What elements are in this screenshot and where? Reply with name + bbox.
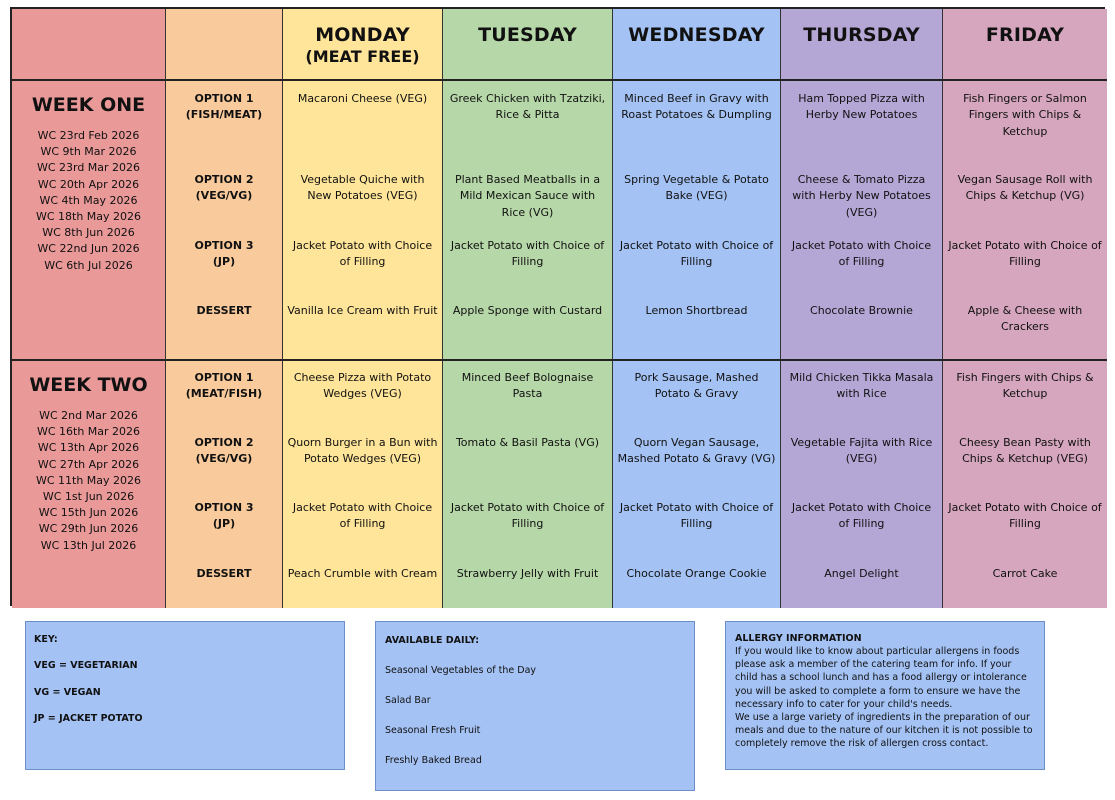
option-label: OPTION 3 (JP)	[194, 239, 254, 269]
daily-item: Seasonal Fresh Fruit	[385, 725, 481, 736]
meal-item: Chocolate Orange Cookie	[626, 567, 767, 580]
week-two-monday	[283, 361, 443, 608]
meal-item: Vanilla Ice Cream with Fruit	[287, 304, 438, 317]
meal-item: Quorn Burger in a Bun with Potato Wedges (VEG)	[287, 436, 438, 466]
week-one-dates	[12, 128, 165, 274]
week-two-wednesday	[613, 361, 781, 608]
week-one-title: WEEK ONE	[31, 94, 146, 116]
week-one-cell	[12, 81, 166, 361]
meal-item: Apple Sponge with Custard	[452, 304, 603, 317]
day-name: TUESDAY	[478, 24, 577, 46]
meal-item: Cheesy Bean Pasty with Chips & Ketchup (VEG)	[959, 436, 1091, 466]
daily-item: Salad Bar	[385, 695, 431, 706]
header-corner-option	[166, 9, 283, 81]
week-date: WC 2nd Mar 2026	[39, 409, 138, 422]
week-two-friday	[943, 361, 1107, 608]
meal-item: Fish Fingers with Chips & Ketchup	[956, 371, 1094, 401]
meal-item: Tomato & Basil Pasta (VG)	[455, 436, 600, 449]
week-date: WC 22nd Jun 2026	[37, 242, 140, 256]
key-title: KEY:	[34, 634, 58, 645]
week-date: WC 13th Apr 2026	[37, 441, 140, 455]
week-date: WC 13th Jul 2026	[40, 538, 137, 552]
meal-item: Jacket Potato with Choice of Filling	[450, 239, 605, 269]
meal-item: Minced Beef Bolognaise Pasta	[461, 371, 594, 401]
week-date: WC 9th Mar 2026	[40, 145, 137, 159]
meal-item: Mild Chicken Tikka Masala with Rice	[789, 371, 934, 401]
meal-item: Minced Beef in Gravy with Roast Potatoes & Dumpling	[621, 92, 772, 122]
header-corner-week	[12, 9, 166, 81]
daily-item: Seasonal Vegetables of the Day	[385, 665, 537, 676]
week-date: WC 18th May 2026	[35, 210, 142, 224]
week-two-cell	[12, 361, 166, 608]
available-daily-panel	[375, 621, 695, 791]
meal-item: Macaroni Cheese (VEG)	[297, 92, 428, 105]
meal-item: Pork Sausage, Mashed Potato & Gravy	[634, 371, 759, 401]
available-daily-title: AVAILABLE DAILY:	[385, 635, 479, 646]
meal-item: Jacket Potato with Choice of Filling	[292, 501, 433, 531]
day-header-monday	[283, 9, 443, 81]
option-label: OPTION 1 (FISH/MEAT)	[185, 92, 263, 122]
week-two-title: WEEK TWO	[29, 374, 148, 396]
meal-item: Strawberry Jelly with Fruit	[456, 567, 599, 580]
week-two-thursday	[781, 361, 943, 608]
menu-table	[10, 7, 1105, 606]
key-item: VG = VEGAN	[34, 686, 101, 698]
allergy-paragraph-2: We use a large variety of ingredients in the preparation of our meals and due to the nature of our kitchen it is not possible to completely remove the risk of allergen cross contact.	[735, 712, 1033, 750]
option-label: OPTION 1 (MEAT/FISH)	[185, 371, 263, 401]
option-label: OPTION 2 (VEG/VG)	[194, 436, 254, 466]
day-name: MONDAY	[315, 24, 410, 46]
day-name: WEDNESDAY	[628, 24, 765, 46]
meal-item: Jacket Potato with Choice of Filling	[948, 239, 1102, 269]
meal-item: Vegetable Quiche with New Potatoes (VEG)	[300, 173, 425, 203]
week-date: WC 8th Jun 2026	[42, 226, 135, 240]
meal-item: Peach Crumble with Cream	[287, 567, 438, 580]
meal-item: Jacket Potato with Choice of Filling	[948, 501, 1102, 531]
meal-item: Ham Topped Pizza with Herby New Potatoes	[798, 92, 925, 122]
option-label: DESSERT	[196, 567, 252, 580]
week-date: WC 20th Apr 2026	[37, 177, 140, 191]
key-item: JP = JACKET POTATO	[34, 713, 143, 724]
week-one-monday	[283, 81, 443, 361]
allergy-panel	[725, 621, 1045, 770]
daily-item: Freshly Baked Bread	[385, 755, 482, 766]
week-date: WC 4th May 2026	[39, 193, 138, 207]
meal-item: Spring Vegetable & Potato Bake (VEG)	[624, 173, 769, 203]
week-date: WC 16th Mar 2026	[36, 425, 141, 439]
day-header-wednesday	[613, 9, 781, 81]
meal-item: Carrot Cake	[992, 567, 1058, 580]
day-header-thursday	[781, 9, 943, 81]
meal-item: Lemon Shortbread	[645, 304, 748, 317]
option-label: OPTION 3 (JP)	[194, 501, 254, 531]
day-name: FRIDAY	[985, 24, 1065, 46]
meal-item: Jacket Potato with Choice of Filling	[791, 501, 932, 531]
meal-item: Jacket Potato with Choice of Filling	[619, 501, 774, 531]
week-two-tuesday	[443, 361, 613, 608]
week-one-tuesday	[443, 81, 613, 361]
meal-item: Vegan Sausage Roll with Chips & Ketchup (VG)	[957, 173, 1093, 203]
key-item: VEG = VEGETARIAN	[34, 660, 138, 671]
allergy-paragraph-1: If you would like to know about particular allergens in foods please ask a member of the catering team for info. If your child has a school lunch and has a food allergy or intolerance you will be asked to complete a form to ensure we have the necessary info to cater for your child's needs.	[735, 646, 1027, 710]
meal-item: Fish Fingers or Salmon Fingers with Chips & Ketchup	[963, 92, 1087, 138]
meal-item: Cheese & Tomato Pizza with Herby New Potatoes (VEG)	[792, 173, 931, 219]
week-date: WC 15th Jun 2026	[38, 506, 139, 520]
meal-item: Jacket Potato with Choice of Filling	[292, 239, 433, 269]
meal-item: Jacket Potato with Choice of Filling	[791, 239, 932, 269]
allergy-title: ALLERGY INFORMATION	[735, 633, 862, 644]
day-header-friday	[943, 9, 1107, 81]
meal-item: Vegetable Fajita with Rice (VEG)	[790, 436, 933, 466]
week-one-friday	[943, 81, 1107, 361]
meal-item: Angel Delight	[824, 567, 899, 580]
week-date: WC 1st Jun 2026	[42, 490, 135, 504]
meal-item: Greek Chicken with Tzatziki, Rice & Pitta	[449, 92, 606, 122]
meal-item: Plant Based Meatballs in a Mild Mexican Sauce with Rice (VG)	[454, 173, 601, 219]
week-date: WC 23rd Feb 2026	[37, 129, 140, 142]
meal-item: Apple & Cheese with Crackers	[967, 304, 1083, 334]
meal-item: Jacket Potato with Choice of Filling	[619, 239, 774, 269]
week-date: WC 11th May 2026	[35, 473, 142, 487]
week-two-options	[166, 361, 283, 608]
meal-item: Jacket Potato with Choice of Filling	[450, 501, 605, 531]
day-header-tuesday	[443, 9, 613, 81]
meal-item: Quorn Vegan Sausage, Mashed Potato & Gravy (VG)	[617, 436, 776, 466]
day-name: THURSDAY	[803, 24, 920, 46]
key-panel	[25, 621, 345, 770]
week-one-options	[166, 81, 283, 361]
option-label: OPTION 2 (VEG/VG)	[194, 173, 254, 203]
meal-item: Cheese Pizza with Potato Wedges (VEG)	[293, 371, 432, 401]
week-two-dates	[12, 408, 165, 554]
option-label: DESSERT	[196, 304, 252, 317]
week-date: WC 29th Jun 2026	[38, 522, 139, 536]
week-date: WC 23rd Mar 2026	[36, 161, 141, 175]
week-one-thursday	[781, 81, 943, 361]
day-subtitle: (MEAT FREE)	[305, 47, 420, 66]
week-one-wednesday	[613, 81, 781, 361]
week-date: WC 6th Jul 2026	[44, 258, 133, 272]
meal-item: Chocolate Brownie	[810, 304, 913, 317]
week-date: WC 27th Apr 2026	[37, 457, 140, 471]
